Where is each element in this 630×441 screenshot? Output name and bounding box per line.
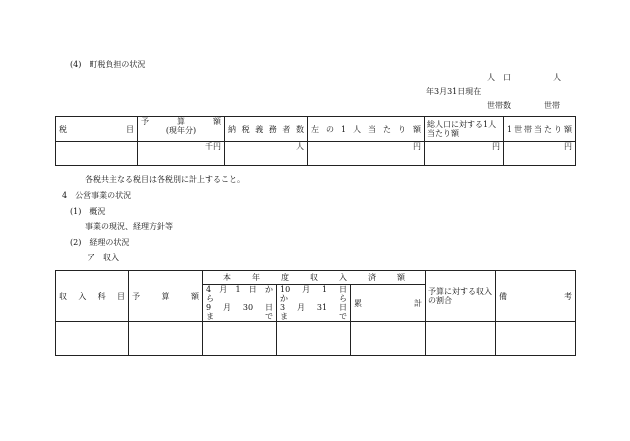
note-text: 各税共主なる税目は各税別に計上すること。 (85, 175, 245, 184)
unit-taxpayers: 人 (225, 142, 308, 166)
subsection-a-heading: ア 収入 (87, 253, 119, 262)
header-per-household: 1世帯当たり額 (504, 117, 576, 142)
households-unit: 世帯 (544, 101, 560, 110)
header-per-person: 左の1人当たり額 (308, 117, 425, 142)
unit-per-household: 円 (504, 142, 576, 166)
cell-tax-item (56, 142, 138, 166)
tax-burden-table (55, 116, 576, 166)
header-income-item: 収 入 科 目 (56, 271, 129, 322)
unit-per-capita: 円 (425, 142, 504, 166)
subsection-1-text: 事業の現況、経理方針等 (85, 222, 173, 231)
header-total: 累 計 (351, 285, 426, 322)
as-of-date: 年3月31日現在 (426, 87, 482, 96)
header-income-budget: 予 算 額 (129, 271, 203, 322)
population-unit: 人 (553, 73, 561, 82)
unit-budget: 千円 (138, 142, 225, 166)
income-cell (203, 322, 277, 356)
income-cell (129, 322, 203, 356)
unit-per-person: 円 (308, 142, 425, 166)
header-oct-mar: 10 月 1 日 か ら 3 月 31 日 ま で (277, 285, 351, 322)
section-4-public-enterprise: 4 公営事業の状況 (62, 191, 132, 200)
population-label: 人 口 (487, 73, 511, 82)
header-ratio: 予算に対する収入の割合 (426, 271, 496, 322)
income-table (55, 270, 576, 356)
income-cell (496, 322, 576, 356)
header-collected: 本 年 度 収 入 済 額 (203, 271, 426, 285)
income-cell (277, 322, 351, 356)
income-cell (351, 322, 426, 356)
subsection-1-heading: (1) 概況 (70, 207, 106, 216)
income-cell (56, 322, 129, 356)
header-taxpayers: 納税義務者数 (225, 117, 308, 142)
subsection-2-heading: (2) 経理の状況 (70, 238, 130, 247)
header-remarks: 備 考 (496, 271, 576, 322)
header-budget: 予 算 額 (現年分) (138, 117, 225, 142)
header-per-capita: 総人口に対する1人当たり額 (425, 117, 504, 142)
header-tax-item: 税 目 (56, 117, 138, 142)
income-cell (426, 322, 496, 356)
header-apr-sep: 4 月 1 日 か ら 9 月 30 日 ま で (203, 285, 277, 322)
households-label: 世帯数 (487, 101, 511, 110)
section-4-heading: (4) 町税負担の状況 (70, 60, 146, 69)
